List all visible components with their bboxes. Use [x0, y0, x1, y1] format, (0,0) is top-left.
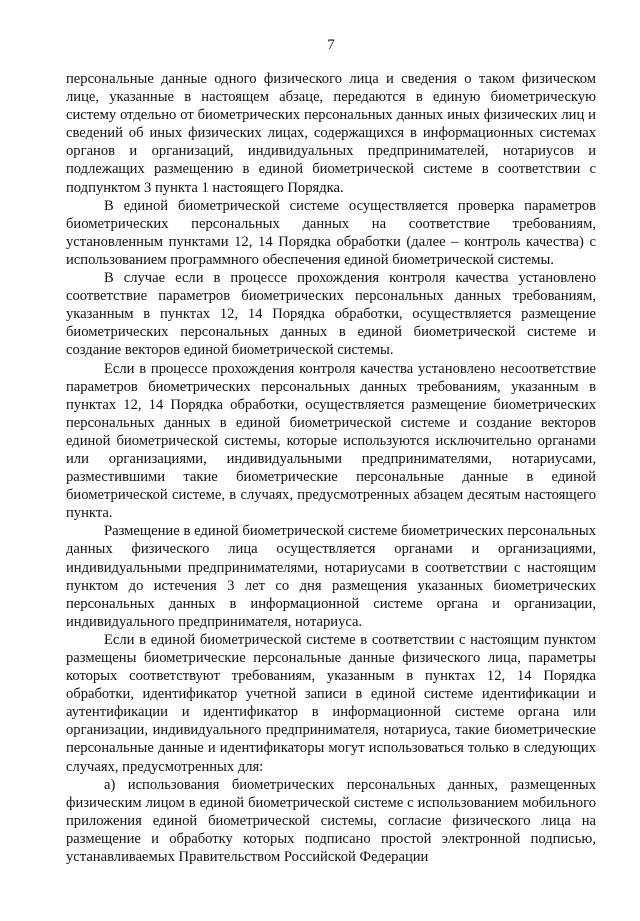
paragraph-3: В случае если в процессе прохождения контроля качества установлено соответствие параметров биометрических персональных данных требованиям, указанным в пунктах 12, 14 Порядка обработки, осуществляется размещение биометрических персональных данных в единой биометрической системе и создание векторов единой биометрической системы.	[66, 270, 596, 359]
paragraph-2: В единой биометрической системе осуществляется проверка параметров биометрических персональных данных на соответствие требованиям, установленным пунктами 12, 14 Порядка обработки (далее – контроль качества) с использованием программного обеспечения единой биометрической системы.	[66, 197, 596, 268]
paragraph-5: Размещение в единой биометрической системе биометрических персональных данных физического лица осуществляется органами и организациями, индивидуальными предпринимателями, нотариусами в соответствии с настоящим пунктом до истечения 3 лет со дня размещения указанных биометрических персональных данных в информационной системе органа и организации, индивидуального предпринимателя, нотариуса.	[66, 523, 596, 630]
document-body	[66, 70, 596, 866]
paragraph-4: Если в процессе прохождения контроля качества установлено несоответствие параметров биометрических персональных данных требованиям, указанным в пунктах 12, 14 Порядка обработки, осуществляется размещение биометрических персональных данных в единой биометрической системе и создание векторов единой биометрической системы, которые используются исключительно органами или организациями, индивидуальными предпринимателями, нотариусами, разместившими такие биометрические персональные данные в единой биометрической системе, в случаях, предусмотренных абзацем десятым настоящего пункта.	[66, 360, 596, 522]
paragraph-7: а) использования биометрических персональных данных, размещенных физическим лицом в единой биометрической системе с использованием мобильного приложения единой биометрической системы, согласие физического лица на размещение и обработку которых подписано простой электронной подписью, устанавливаемых Правительством Российской Федерации	[66, 776, 596, 866]
page-number: 7	[327, 37, 335, 53]
paragraph-1: персональные данные одного физического лица и сведения о таком физическом лице, указанные в настоящем абзаце, передаются в единую биометрическую систему отдельно от биометрических персональных данных иных физических лиц и сведений об иных физических лицах, содержащихся в информационных системах органов и организаций, индивидуальных предпринимателей, нотариусов и подлежащих размещению в единой биометрической системе в соответствии с подпунктом 3 пункта 1 настоящего Порядка.	[66, 71, 596, 196]
paragraph-6: Если в единой биометрической системе в соответствии с настоящим пунктом размещены биометрические персональные данные физического лица, параметры которых соответствуют требованиям, указанным в пунктах 12, 14 Порядка обработки, идентификатор учетной записи в единой системе идентификации и аутентификации и идентификатор в информационной системе органа или организации, индивидуального предпринимателя, нотариуса, такие биометрические персональные данные и идентификаторы могут использоваться только в следующих случаях, предусмотренных для:	[66, 631, 596, 775]
